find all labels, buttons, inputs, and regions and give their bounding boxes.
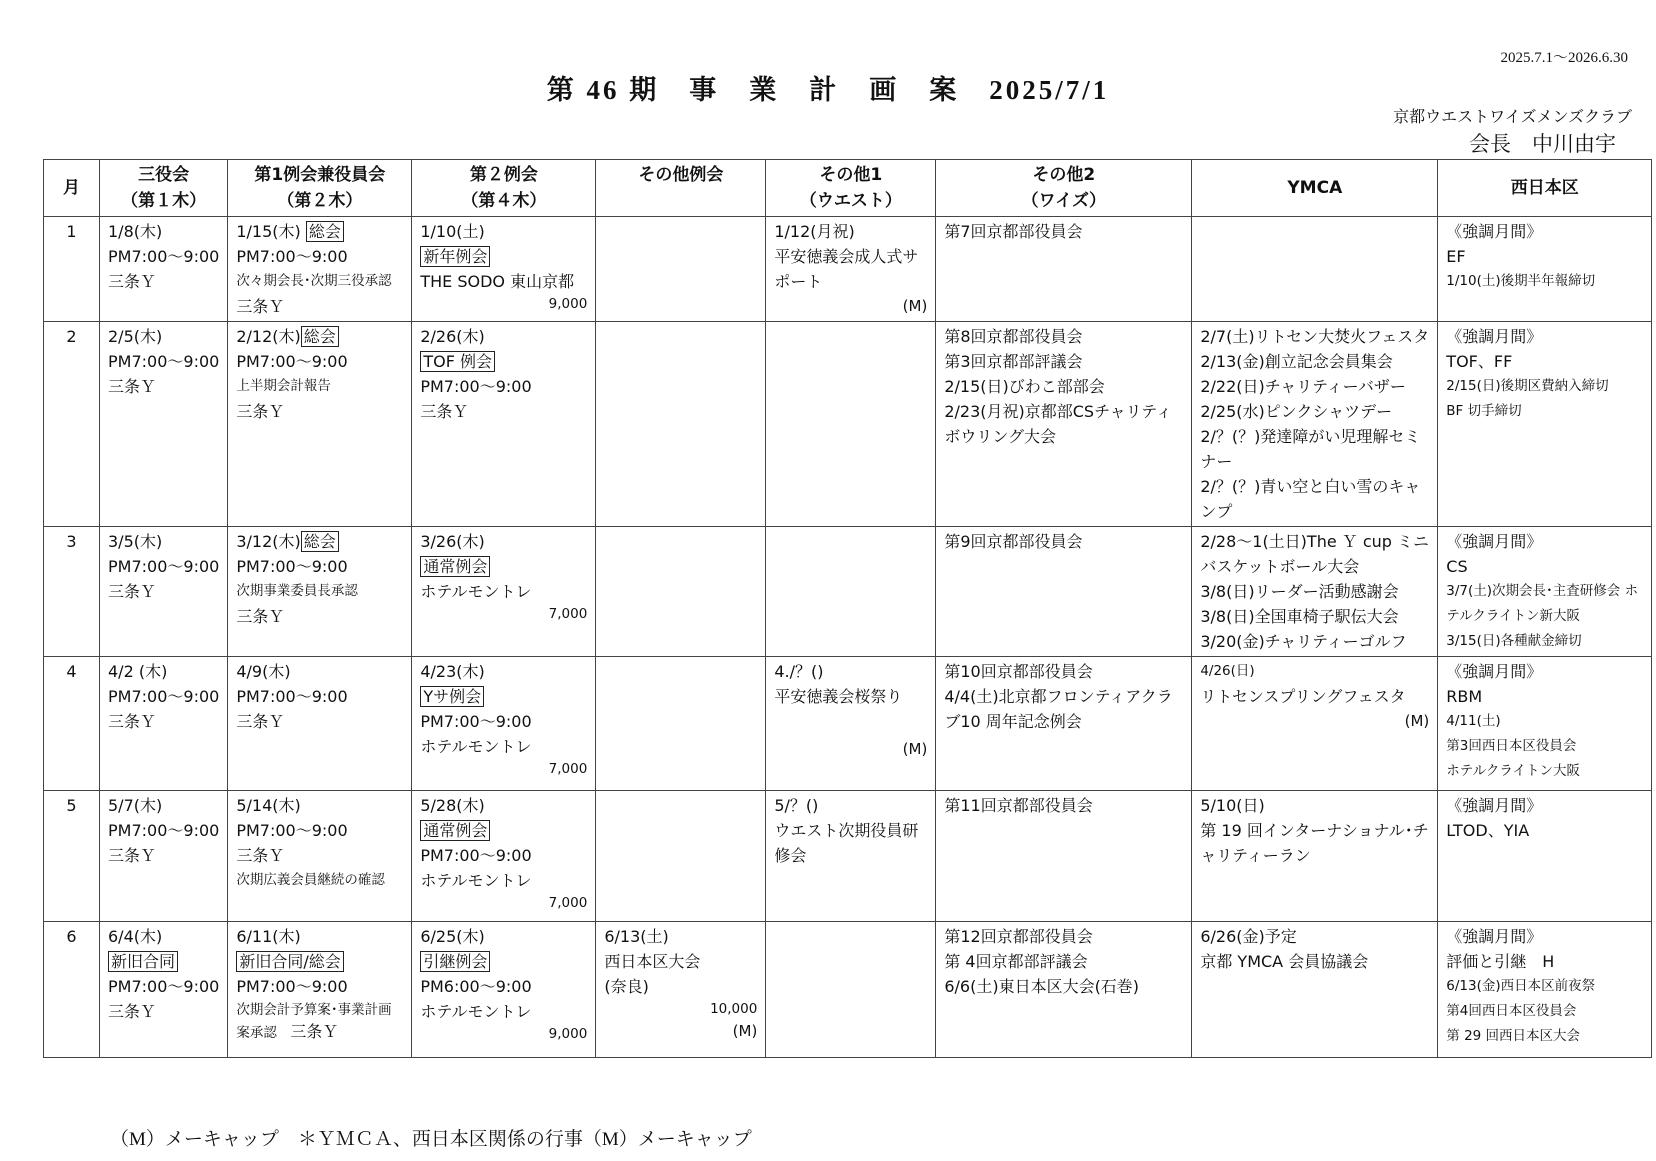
col-sub: （第１木） <box>121 191 207 211</box>
cell-line: TOF、FF <box>1446 352 1513 371</box>
col-label: その他2 <box>1032 165 1096 185</box>
cell-west-japan <box>1438 322 1652 527</box>
cell-west-japan <box>1438 922 1652 1058</box>
fee-amount: 9,000 <box>548 1026 588 1042</box>
cell-line: 3/5(木) <box>108 532 163 551</box>
cell-sanyakukai <box>100 922 228 1058</box>
cell-line: 三条Ｙ <box>108 377 157 396</box>
cell-note <box>236 999 403 1044</box>
cell-line: EF <box>1446 247 1466 266</box>
cell-line: 三条Ｙ <box>108 272 157 291</box>
event-date: 1/15(木) <box>236 222 301 241</box>
cell-line <box>108 949 219 974</box>
cell-other1 <box>766 791 936 922</box>
cell-line: 3/20(金)チャリティーゴルフ <box>1200 632 1407 651</box>
cell-line: 2/？(？)発達障がい児理解セミナー <box>1200 427 1421 471</box>
table-row <box>44 527 1652 657</box>
col-west-japan <box>1438 160 1652 217</box>
event-label: TOF 例会 <box>420 351 495 372</box>
cell-other-meeting <box>596 527 766 657</box>
cell-other-meeting <box>596 322 766 527</box>
cell-line: 4/4(土)北京都フロンティアクラブ10 周年記念例会 <box>944 687 1173 731</box>
fee-amount: 10,000 <box>710 1001 758 1017</box>
cell-other2 <box>936 322 1192 527</box>
cell-other2 <box>936 217 1192 322</box>
event-label: 引継例会 <box>420 951 490 972</box>
page-title: 第 46 期 事 業 計 画 案 2025/7/1 <box>546 75 1110 105</box>
cell-west-japan <box>1438 527 1652 657</box>
cell-line: 3/8(日)全国車椅子駅伝大会 <box>1200 607 1399 626</box>
event-label: 総会 <box>306 221 344 242</box>
cell-line: 6/6(土)東日本区大会(石巻) <box>944 977 1140 996</box>
cell-line: 第8回京都部役員会 <box>944 327 1083 346</box>
event-date: 2/12(木) <box>236 327 301 346</box>
cell-other-meeting <box>596 922 766 1058</box>
table-row <box>44 657 1652 791</box>
event-date: 6/4(木) <box>108 927 163 946</box>
cell-line: 三条Ｙ <box>236 846 285 865</box>
cell-line: 2/23(月祝)京都部CSチャリティボウリング大会 <box>944 402 1172 446</box>
month-cell: 2 <box>44 322 100 527</box>
cell-line: CS <box>1446 557 1468 576</box>
cell-ymca <box>1192 922 1438 1058</box>
cell-other-meeting <box>596 657 766 791</box>
cell-line: ウエスト次期役員研修会 <box>774 821 919 865</box>
cell-first-meeting <box>228 657 412 791</box>
month-cell: 5 <box>44 791 100 922</box>
col-other-meeting <box>596 160 766 217</box>
cell-line: PM7:00～9:00 <box>236 247 348 266</box>
cell-second-meeting <box>412 217 596 322</box>
event-label: 総会 <box>301 326 339 347</box>
cell-other1 <box>766 527 936 657</box>
cell-line: 三条Ｙ <box>420 402 469 421</box>
cell-line: 5/10(日) <box>1200 796 1265 815</box>
cell-second-meeting <box>412 322 596 527</box>
cell-other2 <box>936 657 1192 791</box>
cell-line: 《強調月間》 <box>1446 662 1543 681</box>
cell-line: PM7:00～9:00 <box>236 557 348 576</box>
cell-line: PM7:00～9:00 <box>236 352 348 371</box>
event-date: 5/28(木) <box>420 796 485 815</box>
cell-line: LTOD、YIA <box>1446 821 1530 840</box>
col-other1-west <box>766 160 936 217</box>
cell-line <box>236 324 403 349</box>
col-label: YMCA <box>1287 178 1343 198</box>
cell-line: 第3回京都部評議会 <box>944 352 1083 371</box>
month-cell: 1 <box>44 217 100 322</box>
cell-other2 <box>936 791 1192 922</box>
cell-line: 平安徳義会成人式サポート <box>774 247 919 291</box>
place-text: 三条Ｙ <box>290 1022 339 1041</box>
makeup-mark: (M) <box>1404 712 1430 730</box>
cell-line <box>420 818 587 843</box>
cell-first-meeting <box>228 791 412 922</box>
cell-line: ホテルモントレ <box>420 871 532 890</box>
cell-line <box>236 949 403 974</box>
cell-west-japan <box>1438 657 1652 791</box>
event-label: 新旧合同 <box>108 951 178 972</box>
col-first-meeting <box>228 160 412 217</box>
cell-line: 三条Ｙ <box>236 297 285 316</box>
event-label: 新年例会 <box>420 246 490 267</box>
cell-ymca <box>1192 322 1438 527</box>
cell-line: PM7:00～9:00 <box>420 377 532 396</box>
cell-other2 <box>936 527 1192 657</box>
cell-second-meeting <box>412 527 596 657</box>
footnote: （M）メーキャップ ＊ＹＭＣＡ、西日本区関係の行事（M）メーキャップ <box>110 1129 752 1150</box>
cell-ymca <box>1192 657 1438 791</box>
cell-line: PM7:00～9:00 <box>236 977 348 996</box>
cell-line: 2/7(土)リトセン大焚火フェスタ <box>1200 327 1430 346</box>
table-row <box>44 217 1652 322</box>
event-date: 4/23(木) <box>420 662 485 681</box>
cell-line: 4./？() <box>774 662 824 681</box>
col-label: 第1例会兼役員会 <box>254 165 386 185</box>
cell-line <box>420 349 587 374</box>
cell-second-meeting <box>412 791 596 922</box>
cell-line: PM6:00～9:00 <box>420 977 532 996</box>
cell-second-meeting <box>412 922 596 1058</box>
cell-note: 次期事業委員長承認 <box>236 583 358 599</box>
month-cell: 6 <box>44 922 100 1058</box>
cell-line: PM7:00～9:00 <box>108 352 220 371</box>
cell-line: PM7:00～9:00 <box>420 846 532 865</box>
cell-line: PM7:00～9:00 <box>236 821 348 840</box>
cell-sanyakukai <box>100 527 228 657</box>
cell-line: PM7:00～9:00 <box>108 977 220 996</box>
col-month: 月 <box>44 160 100 217</box>
cell-line: PM7:00～9:00 <box>108 821 220 840</box>
cell-line: 西日本区大会 <box>604 952 701 971</box>
cell-line: 第9回京都部役員会 <box>944 532 1083 551</box>
cell-line: 第 4回京都部評議会 <box>944 952 1088 971</box>
cell-line: 三条Ｙ <box>108 582 157 601</box>
col-sub: （ウエスト） <box>799 191 902 211</box>
fee-amount: 7,000 <box>548 895 588 911</box>
cell-line: 2/15(日)後期区費納入締切 <box>1446 378 1609 394</box>
cell-line <box>236 219 403 244</box>
cell-line <box>420 684 587 709</box>
header-row <box>44 160 1652 217</box>
cell-other1 <box>766 322 936 527</box>
cell-line: 6/26(金)予定 <box>1200 927 1297 946</box>
col-label: 第２例会 <box>469 165 538 185</box>
cell-line: 1/12(月祝) <box>774 222 855 241</box>
cell-line: PM7:00～9:00 <box>236 687 348 706</box>
month-cell: 4 <box>44 657 100 791</box>
col-other2-ys <box>936 160 1192 217</box>
cell-line <box>420 554 587 579</box>
event-date: 3/12(木) <box>236 532 301 551</box>
cell-line: 4/26(日) <box>1200 663 1255 679</box>
cell-line: 2/15(日)びわこ部部会 <box>944 377 1105 396</box>
cell-other1 <box>766 657 936 791</box>
event-date: 2/26(木) <box>420 327 485 346</box>
col-sub: （第４木） <box>461 191 547 211</box>
cell-line: 平安徳義会桜祭り <box>774 687 903 706</box>
cell-line: 5/？() <box>774 796 819 815</box>
cell-line: 三条Ｙ <box>108 846 157 865</box>
cell-line: ホテルモントレ <box>420 1002 532 1021</box>
cell-line: 三条Ｙ <box>236 402 285 421</box>
fee-amount: 7,000 <box>548 606 588 622</box>
cell-line <box>236 529 403 554</box>
cell-first-meeting <box>228 527 412 657</box>
cell-line: ホテルモントレ <box>420 582 532 601</box>
cell-line: 第10回京都部役員会 <box>944 662 1093 681</box>
month-cell: 3 <box>44 527 100 657</box>
cell-first-meeting <box>228 217 412 322</box>
cell-line: 評価と引継 H <box>1446 952 1555 971</box>
col-label: 西日本区 <box>1510 178 1579 198</box>
cell-line: 第 29 回西日本区大会 <box>1446 1028 1581 1044</box>
cell-line: 三条Ｙ <box>236 607 285 626</box>
cell-line: 《強調月間》 <box>1446 796 1543 815</box>
cell-line: PM7:00～9:00 <box>108 557 220 576</box>
cell-line: 2/5(木) <box>108 327 163 346</box>
cell-line: 《強調月間》 <box>1446 927 1543 946</box>
cell-other1 <box>766 217 936 322</box>
cell-line: 《強調月間》 <box>1446 532 1543 551</box>
event-date: 5/14(木) <box>236 796 301 815</box>
cell-first-meeting <box>228 922 412 1058</box>
event-date: 3/26(木) <box>420 532 485 551</box>
event-date: 6/25(木) <box>420 927 485 946</box>
cell-sanyakukai <box>100 791 228 922</box>
cell-line: 4/9(木) <box>236 662 291 681</box>
cell-ymca <box>1192 527 1438 657</box>
cell-sanyakukai <box>100 217 228 322</box>
table-row <box>44 322 1652 527</box>
cell-line: 三条Ｙ <box>236 712 285 731</box>
cell-west-japan <box>1438 791 1652 922</box>
cell-line: 3/7(土)次期会長･主査研修会 ホテルクライトン新大阪 <box>1446 583 1639 624</box>
cell-line: 4/11(土) <box>1446 713 1501 729</box>
cell-line: (奈良) <box>604 977 649 996</box>
makeup-mark: (M) <box>902 297 928 315</box>
cell-line: 京都 YMCA 会員協議会 <box>1200 952 1369 971</box>
cell-second-meeting <box>412 657 596 791</box>
fee-amount: 7,000 <box>548 761 588 777</box>
cell-line: 第7回京都部役員会 <box>944 222 1083 241</box>
cell-line: 1/8(木) <box>108 222 163 241</box>
cell-ymca <box>1192 791 1438 922</box>
cell-line: 《強調月間》 <box>1446 222 1543 241</box>
cell-line <box>420 244 587 269</box>
cell-line: 第 19 回インターナショナル･チャリティーラン <box>1200 821 1429 865</box>
cell-line: 第4回西日本区役員会 <box>1446 1003 1577 1019</box>
cell-line: ホテルモントレ <box>420 737 532 756</box>
event-label: 新旧合同/総会 <box>236 951 343 972</box>
cell-line: 2/？(？)青い空と白い雪のキャンプ <box>1200 477 1421 521</box>
cell-line: リトセンスプリングフェスタ <box>1200 687 1406 706</box>
makeup-mark: (M) <box>732 1022 758 1040</box>
cell-line: 3/8(日)リーダー活動感謝会 <box>1200 582 1399 601</box>
cell-line: PM7:00～9:00 <box>108 687 220 706</box>
cell-line: 三条Ｙ <box>108 712 157 731</box>
col-label: その他1 <box>819 165 883 185</box>
cell-line: THE SODO 東山京都 <box>420 272 575 291</box>
cell-other1 <box>766 922 936 1058</box>
cell-sanyakukai <box>100 657 228 791</box>
cell-line: PM7:00～9:00 <box>420 712 532 731</box>
cell-line: 第3回西日本区役員会 <box>1446 738 1577 754</box>
cell-line: 6/13(金)西日本区前夜祭 <box>1446 978 1596 994</box>
president-name: 会長 中川由宇 <box>1469 132 1616 156</box>
cell-line: 《強調月間》 <box>1446 327 1543 346</box>
cell-line <box>420 949 587 974</box>
cell-line: 2/25(水)ピンクシャツデー <box>1200 402 1393 421</box>
event-label: 通常例会 <box>420 820 490 841</box>
cell-line: RBM <box>1446 687 1483 706</box>
cell-sanyakukai <box>100 322 228 527</box>
cell-line: 6/13(土) <box>604 927 669 946</box>
cell-line: BF 切手締切 <box>1446 403 1522 419</box>
cell-other2 <box>936 922 1192 1058</box>
table-row <box>44 791 1652 922</box>
cell-line: 4/2 (木) <box>108 662 168 681</box>
event-date: 1/10(土) <box>420 222 485 241</box>
cell-line: 3/15(日)各種献金締切 <box>1446 633 1582 649</box>
cell-line: 第11回京都部役員会 <box>944 796 1093 815</box>
col-ymca <box>1192 160 1438 217</box>
cell-west-japan <box>1438 217 1652 322</box>
cell-line: PM7:00～9:00 <box>108 247 220 266</box>
col-sub: （第２木） <box>277 191 363 211</box>
cell-ymca <box>1192 217 1438 322</box>
col-sub: （ワイズ） <box>1021 191 1106 211</box>
makeup-mark: (M) <box>902 740 928 758</box>
note-text: 次期会計予算案･事業計画案承認 <box>236 1002 392 1041</box>
event-date: 6/11(木) <box>236 927 301 946</box>
plan-table <box>43 159 1652 1058</box>
col-sanyakukai <box>100 160 228 217</box>
col-second-meeting <box>412 160 596 217</box>
cell-line: 1/10(土)後期半年報締切 <box>1446 273 1596 289</box>
cell-note: 次々期会長･次期三役承認 <box>236 273 392 289</box>
event-label: 通常例会 <box>420 556 490 577</box>
club-name: 京都ウエストワイズメンズクラブ <box>1393 109 1632 126</box>
table-row <box>44 922 1652 1058</box>
cell-note: 上半期会計報告 <box>236 378 331 394</box>
cell-line: 2/13(金)創立記念会員集会 <box>1200 352 1393 371</box>
cell-other-meeting <box>596 791 766 922</box>
event-label: Yサ例会 <box>420 686 484 707</box>
cell-line: ホテルクライトン大阪 <box>1446 763 1580 779</box>
cell-line: 5/7(木) <box>108 796 163 815</box>
event-label: 総会 <box>301 531 339 552</box>
cell-line: 第12回京都部役員会 <box>944 927 1093 946</box>
cell-first-meeting <box>228 322 412 527</box>
col-label: 三役会 <box>138 165 190 185</box>
fiscal-period: 2025.7.1～2026.6.30 <box>1500 50 1628 66</box>
cell-note: 次期広義会員継続の確認 <box>236 872 385 888</box>
fee-amount: 9,000 <box>548 296 588 312</box>
col-label: その他例会 <box>638 165 724 185</box>
cell-line: 2/22(日)チャリティーバザー <box>1200 377 1406 396</box>
cell-line: 2/28～1(土日)The Ｙ cup ミニバスケットボール大会 <box>1200 532 1430 576</box>
cell-line: 三条Ｙ <box>108 1002 157 1021</box>
cell-other-meeting <box>596 217 766 322</box>
